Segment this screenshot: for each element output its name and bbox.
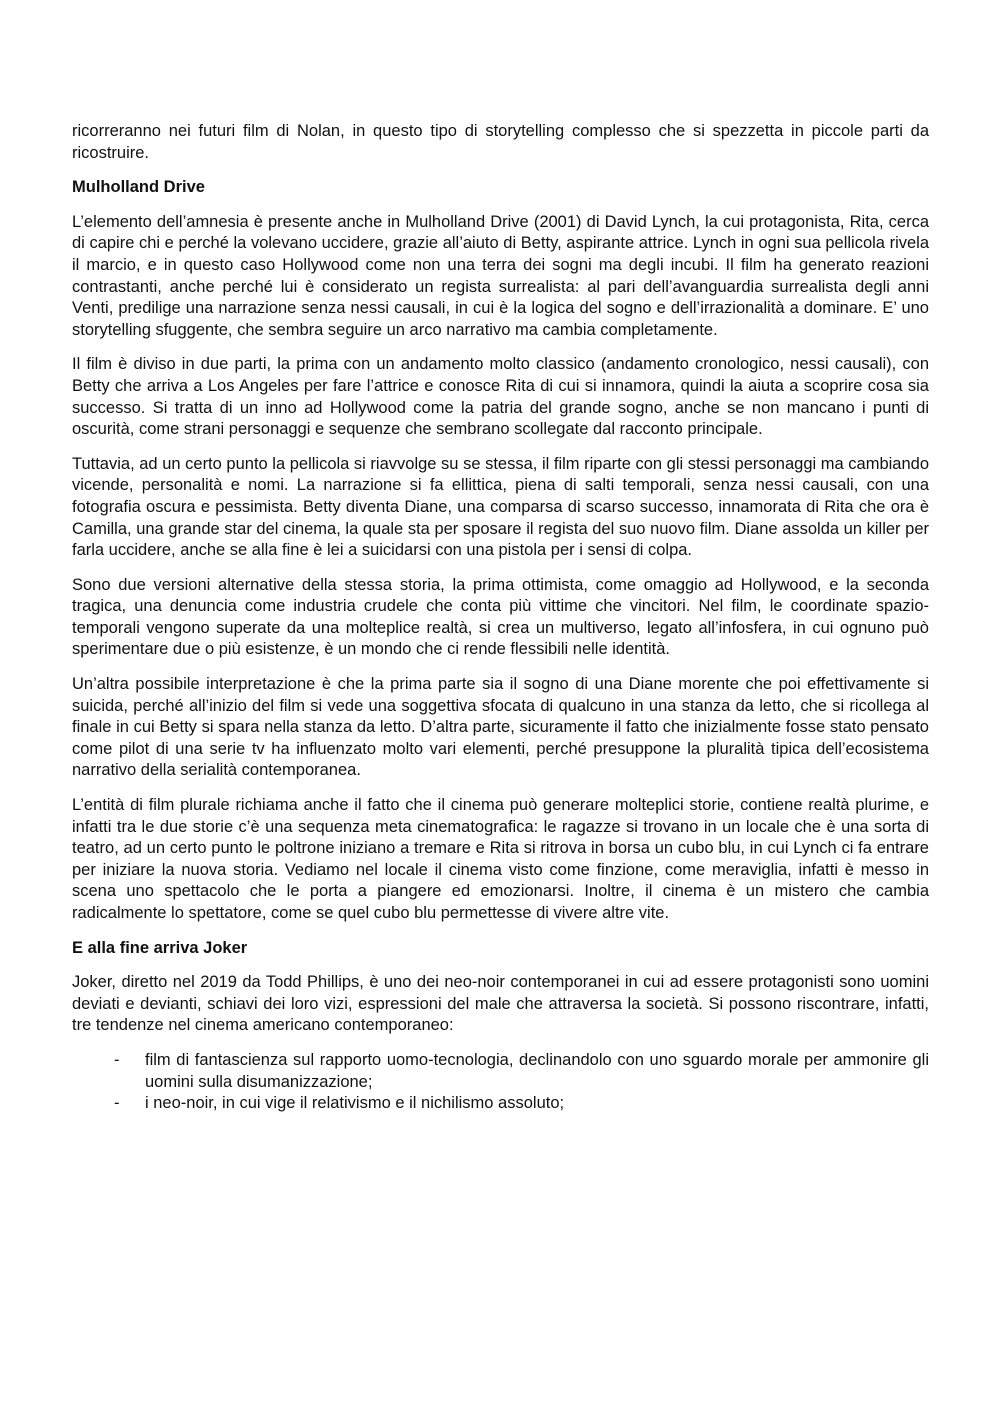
document-page <box>72 121 929 1115</box>
bullet-list <box>72 1050 929 1115</box>
bullet-dash: - <box>114 1050 120 1069</box>
body-paragraph: Sono due versioni alternative della stessa storia, la prima ottimista, come omaggio ad Hollywood, e la seconda tragica, una denuncia come industria crudele che conta più vittime che vincitori. Nel film, le coordinate spazio-temporali vengono superate da una molteplice realtà, si crea un multiverso, legato all’infosfera, in cui ognuno può sperimentare due o più esistenze, è un mondo che ci rende flessibili nelle identità. <box>72 575 929 659</box>
intro-paragraph: ricorreranno nei futuri film di Nolan, in questo tipo di storytelling complesso che si spezzetta in piccole parti da ricostruire. <box>72 122 929 162</box>
body-paragraph: Il film è diviso in due parti, la prima con un andamento molto classico (andamento cronologico, nessi causali), con Betty che arriva a Los Angeles per fare l’attrice e conosce Rita di cui si innamora, quindi la aiuta a scoprire cosa sia successo. Si tratta di un inno ad Hollywood come la patria del grande sogno, anche se non mancano i punti di oscurità, come strani personaggi e sequenze che sembrano scollegate dal racconto principale. <box>72 355 929 439</box>
section-heading-mulholland-drive: Mulholland Drive <box>72 178 205 197</box>
list-item <box>72 1050 929 1093</box>
list-item-text: film di fantascienza sul rapporto uomo-tecnologia, declinandolo con uno sguardo morale per ammonire gli uomini sulla disumanizzazione; <box>145 1050 929 1091</box>
body-paragraph: L’entità di film plurale richiama anche il fatto che il cinema può generare molteplici storie, contiene realtà plurime, e infatti tra le due storie c’è una sequenza meta cinematografica: le ragazze si trovano in un locale che è una sorta di teatro, ad un certo punto le poltrone iniziano a tremare e Rita si ritrova in borsa un cubo blu, in cui Lynch ci fa entrare per iniziare la nuova storia. Vediamo nel locale il cinema visto come finzione, come meraviglia, infatti è messo in scena uno spettacolo che le porta a piangere ed emozionarsi. Inoltre, il cinema è un mistero che cambia radicalmente lo spettatore, come se quel cubo blu permettesse di vivere altre vite. <box>72 796 929 922</box>
body-paragraph: Joker, diretto nel 2019 da Todd Phillips, è uno dei neo-noir contemporanei in cui ad essere protagonisti sono uomini deviati e devianti, schiavi dei loro vizi, espressioni del male che attraversa la società. Si possono riscontrare, infatti, tre tendenze nel cinema americano contemporaneo: <box>72 973 929 1035</box>
body-paragraph: Un’altra possibile interpretazione è che la prima parte sia il sogno di una Diane morente che poi effettivamente si suicida, perché all’inizio del film si vede una soggettiva sfocata di qualcuno in una stanza da letto, che si ricollega al finale in cui Betty si spara nella stanza da letto. D’altra parte, sicuramente il fatto che inizialmente fosse stato pensato come pilot di una serie tv ha influenzato molto vari elementi, perché presuppone la pluralità tipica dell’ecosistema narrativo della serialità contemporanea. <box>72 675 929 780</box>
section-heading-joker: E alla fine arriva Joker <box>72 938 248 957</box>
list-item-text: i neo-noir, in cui vige il relativismo e il nichilismo assoluto; <box>145 1094 565 1113</box>
body-paragraph: L’elemento dell’amnesia è presente anche in Mulholland Drive (2001) di David Lynch, la cui protagonista, Rita, cerca di capire chi e perché la volevano uccidere, grazie all’aiuto di Betty, aspirante attrice. Lynch in ogni sua pellicola rivela il marcio, e in questo caso Hollywood come non una terra dei sogni ma degli incubi. Il film ha generato reazioni contrastanti, anche perché lui è considerato un regista surrealista: al pari dell’avanguardia surrealista degli anni Venti, predilige una narrazione senza nessi causali, in cui è la logica del sogno e dell’irrazionalità a dominare. E’ uno storytelling sfuggente, che sembra seguire un arco narrativo ma cambia completamente. <box>72 212 929 339</box>
body-paragraph: Tuttavia, ad un certo punto la pellicola si riavvolge su se stessa, il film riparte con gli stessi personaggi ma cambiando vicende, personalità e nomi. La narrazione si fa ellittica, piena di salti temporali, senza nessi causali, con una fotografia oscura e pessimista. Betty diventa Diane, una comparsa di scarso successo, innamorata di Rita che ora è Camilla, una grande star del cinema, la quale sta per sposare il regista del suo nuovo film. Diane assolda un killer per farla uccidere, anche se alla fine è lei a suicidarsi con una pistola per i sensi di colpa. <box>72 454 929 560</box>
list-item <box>72 1093 929 1115</box>
bullet-dash: - <box>114 1094 120 1113</box>
